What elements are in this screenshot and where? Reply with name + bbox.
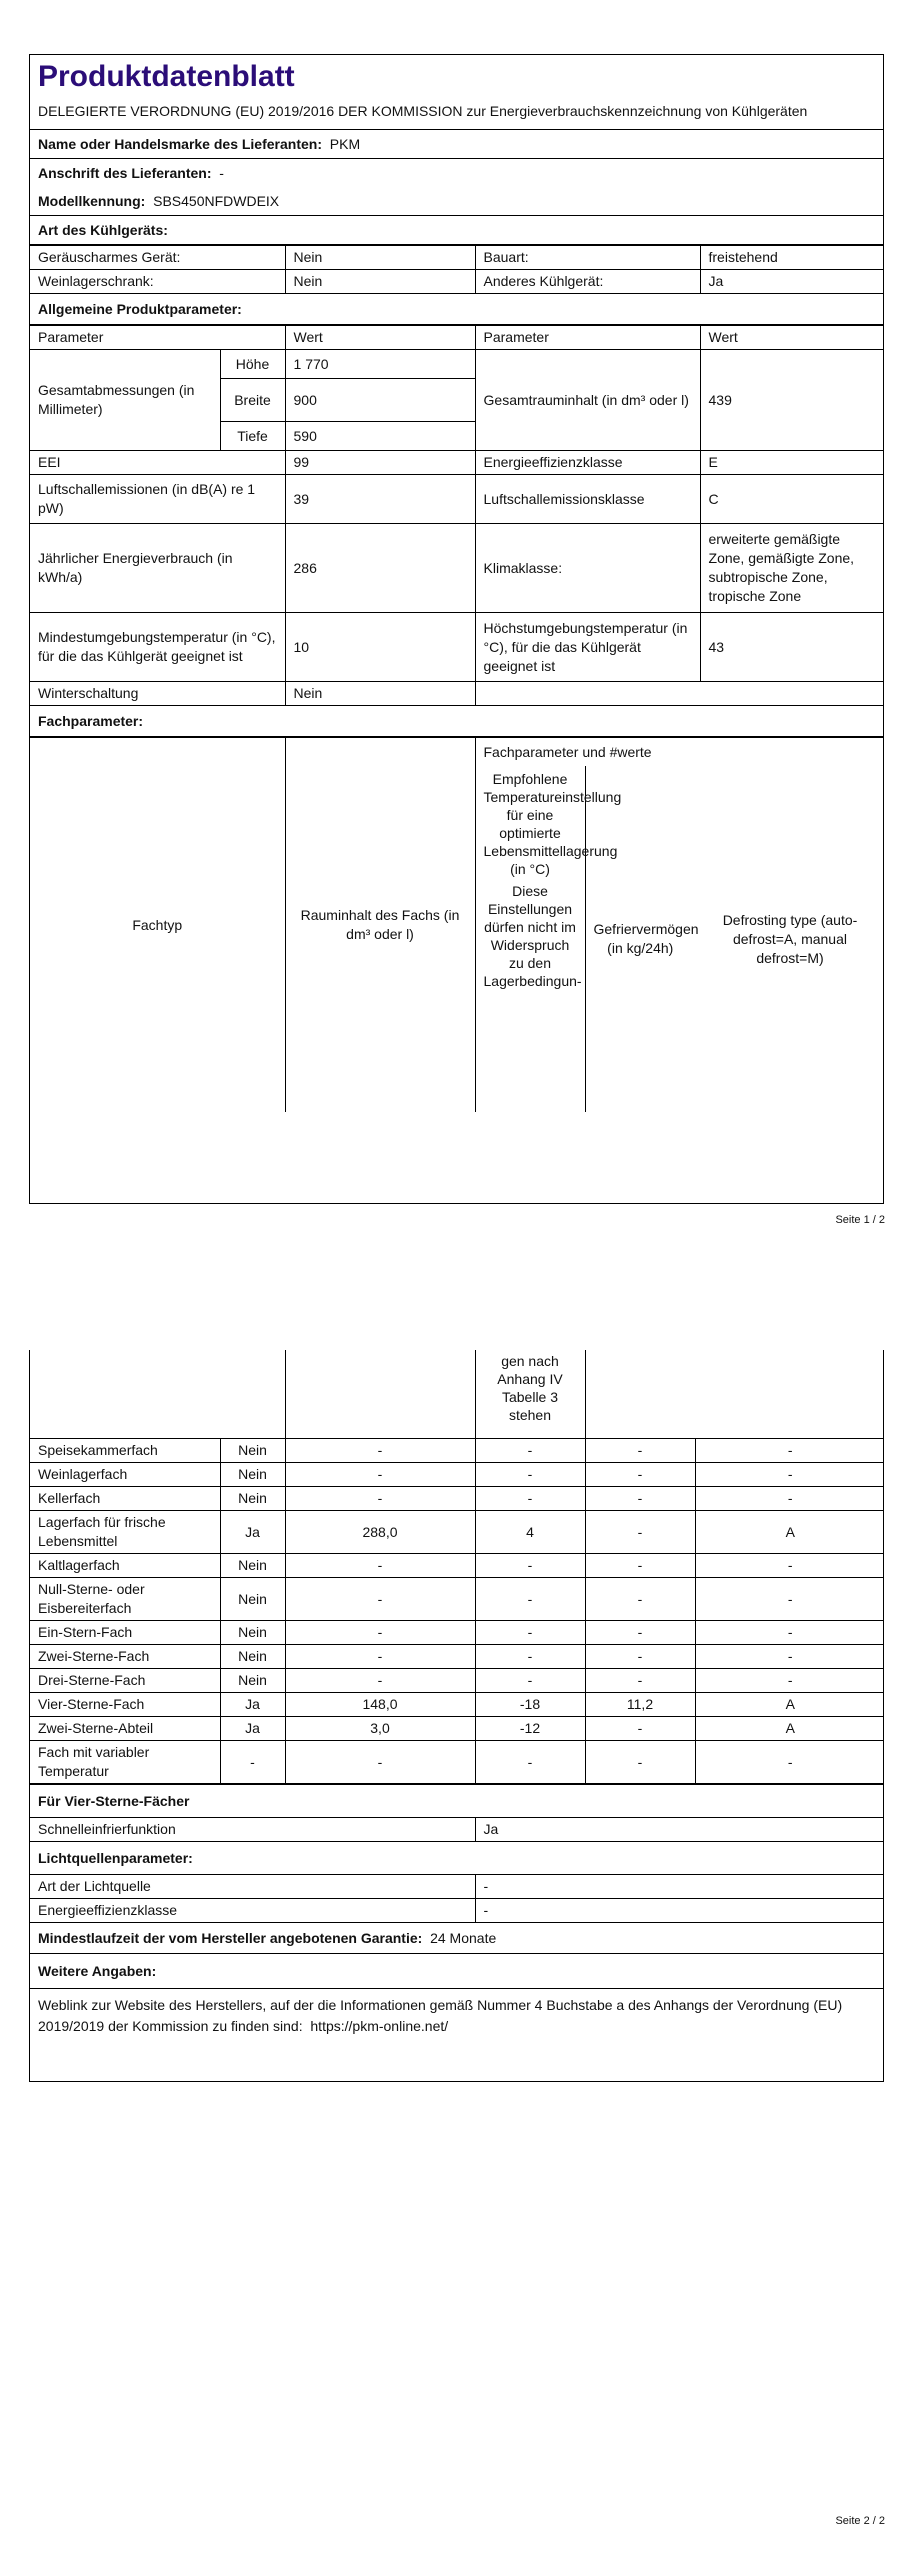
compartment-volume: - [285,1578,475,1621]
compartment-freeze: - [585,1578,695,1621]
group-header: Fachparameter und #werte [475,738,884,767]
eei-label: EEI [30,451,285,475]
type-value: Ja [700,270,884,294]
compartment-freeze: - [585,1439,695,1463]
page-title: Produktdatenblatt [38,60,295,93]
compartment-name: Kaltlagerfach [30,1554,220,1578]
compartment-defrost: - [695,1439,884,1463]
light-type-value: - [475,1875,884,1899]
winter-label: Winterschaltung [30,682,285,706]
compartment-name: Speisekammerfach [30,1439,220,1463]
compartment-present: Ja [220,1717,285,1741]
table-row [30,1741,884,1784]
more-heading: Weitere Angaben: [30,1954,884,1989]
eclass-label: Energieeffizienzklasse [475,451,700,475]
compartment-name: Zwei-Sterne-Abteil [30,1717,220,1741]
climate-value: erweiterte gemäßigte Zone, gemäßigte Zone, subtropische Zone, tropische Zone [700,524,884,613]
volume-header: Rauminhalt des Fachs (in dm³ oder l) [285,738,475,1113]
noise-value: 39 [285,475,475,524]
volume-label: Gesamtrauminhalt (in dm³ oder l) [475,350,700,451]
compartment-temp: - [475,1741,585,1784]
table-row [30,1578,884,1621]
compartment-freeze: - [585,1717,695,1741]
supplier-value: PKM [329,135,361,152]
hoehe-label: Höhe [220,350,285,379]
compartment-defrost: A [695,1717,884,1741]
compartment-freeze: - [585,1645,695,1669]
type-row [30,270,884,294]
compartment-defrost: - [695,1669,884,1693]
regulation-subtitle: DELEGIERTE VERORDNUNG (EU) 2019/2016 DER KOMMISSION zur Energieverbrauchskennzeichnung von Kühlgeräten [38,103,808,119]
compartment-defrost: - [695,1741,884,1784]
value-header: Wert [285,326,475,350]
compartment-name: Fach mit variabler Temperatur [30,1741,220,1784]
type-heading: Art des Kühlgeräts: [30,216,883,245]
compartment-temp: - [475,1487,585,1511]
page-1-sheet [29,54,884,1204]
compartment-present: Nein [220,1439,285,1463]
empty-cell [475,682,884,706]
compartment-temp: - [475,1439,585,1463]
param-header: Parameter [30,326,285,350]
compartment-name: Ein-Stern-Fach [30,1621,220,1645]
table-row [30,1645,884,1669]
page-number: Seite 1 / 2 [835,1214,885,1226]
type-label: Weinlagerschrank: [30,270,285,294]
compartment-defrost: - [695,1487,884,1511]
fast-freeze-label: Schnelleinfrierfunktion [30,1818,475,1842]
temp-header [475,766,622,1112]
compartment-present: Ja [220,1511,285,1554]
compartment-freeze: - [585,1741,695,1784]
page-number: Seite 2 / 2 [835,2515,885,2527]
compartment-defrost: - [695,1463,884,1487]
compartment-present: Nein [220,1554,285,1578]
table-row [30,1487,884,1511]
compartment-present: Nein [220,1463,285,1487]
compartment-temp: 4 [475,1511,585,1554]
light-heading: Lichtquellenparameter: [30,1842,884,1875]
compartment-volume: - [285,1463,475,1487]
more-info [30,1989,884,2046]
temp-header-part1: Empfohlene Temperatureinstellung für eine optimierte Lebensmittellagerung (in °C) [483,771,622,877]
compartment-volume: - [285,1554,475,1578]
compartment-table [30,1350,884,1784]
compartment-volume: - [285,1645,475,1669]
tiefe-label: Tiefe [220,422,285,451]
compartment-freeze: - [585,1554,695,1578]
empty-cell [285,1350,475,1439]
compartment-freeze: - [585,1669,695,1693]
compartment-volume: - [285,1439,475,1463]
compartment-present: Nein [220,1645,285,1669]
compartment-freeze: - [585,1463,695,1487]
table-row [30,1463,884,1487]
eei-value: 99 [285,451,475,475]
table-row [30,1621,884,1645]
compartment-defrost: - [695,1645,884,1669]
defrost-header: Defrosting type (auto-defrost=A, manual defrost=M) [722,911,858,966]
param-header: Parameter [475,326,700,350]
table-row [30,1693,884,1717]
compartment-temp: - [475,1554,585,1578]
temp-header-part2: Diese Einstellungen dürfen nicht im Widerspruch zu den Lagerbedingun- [483,883,582,989]
type-value: freistehend [700,246,884,270]
table-row [30,1511,884,1554]
warranty-value: 24 Monate [430,1929,497,1946]
value-header: Wert [700,326,884,350]
fachtyp-header: Fachtyp [30,738,285,1113]
type-row [30,246,884,270]
freeze-header: Gefriervermögen (in kg/24h) [593,921,699,956]
breite-value: 900 [285,379,475,422]
supplier-row [30,130,883,159]
light-class-label: Energieeffizienzklasse [30,1899,475,1923]
compartment-defrost: A [695,1693,884,1717]
compartment-freeze: - [585,1487,695,1511]
breite-label: Breite [220,379,285,422]
compartment-present: Nein [220,1487,285,1511]
energy-value: 286 [285,524,475,613]
compartment-name: Drei-Sterne-Fach [30,1669,220,1693]
type-label: Anderes Kühlgerät: [475,270,700,294]
fast-freeze-value: Ja [475,1818,884,1842]
type-label: Bauart: [475,246,700,270]
compartment-present: Nein [220,1621,285,1645]
compartment-header-table [30,737,884,1112]
tiefe-value: 590 [285,422,475,451]
energy-label: Jährlicher Energieverbrauch (in kWh/a) [30,524,285,613]
mintemp-value: 10 [285,613,475,682]
compartment-defrost: - [695,1554,884,1578]
hoehe-value: 1 770 [285,350,475,379]
table-row [30,1717,884,1741]
compartment-name: Kellerfach [30,1487,220,1511]
compartment-name: Lagerfach für frische Lebensmittel [30,1511,220,1554]
climate-label: Klimaklasse: [475,524,700,613]
noise-label: Luftschallemissionen (in dB(A) re 1 pW) [30,475,285,524]
compartment-volume: 3,0 [285,1717,475,1741]
general-table [30,325,884,737]
compartment-volume: - [285,1487,475,1511]
general-heading: Allgemeine Produktparameter: [30,294,884,325]
compartment-temp: - [475,1578,585,1621]
supplier-label: Name oder Handelsmarke des Lieferanten: [38,135,322,152]
compartment-volume: 288,0 [285,1511,475,1554]
compartment-name: Weinlagerfach [30,1463,220,1487]
empty-cell [585,1350,884,1439]
compartment-defrost: - [695,1621,884,1645]
compartment-volume: - [285,1669,475,1693]
model-row [30,187,883,216]
compartment-present: Nein [220,1578,285,1621]
type-label: Geräuscharmes Gerät: [30,246,285,270]
dimensions-label: Gesamtabmessungen (in Millimeter) [30,350,220,451]
manufacturer-link[interactable]: https://pkm-online.net/ [310,2018,449,2034]
empty-cell [30,1350,285,1439]
compartment-volume: - [285,1741,475,1784]
compartment-temp: - [475,1669,585,1693]
maxtemp-label: Höchstumgebungstemperatur (in °C), für die das Kühlgerät geeignet ist [475,613,700,682]
warranty-row [30,1923,884,1954]
compartment-temp: - [475,1645,585,1669]
compartment-temp: - [475,1463,585,1487]
four-star-heading: Für Vier-Sterne-Fächer [30,1785,884,1818]
light-type-label: Art der Lichtquelle [30,1875,475,1899]
compartment-temp: -18 [475,1693,585,1717]
address-value: - [219,164,224,181]
light-class-value: - [475,1899,884,1923]
compartment-freeze: - [585,1511,695,1554]
volume-value: 439 [700,350,884,451]
noiseclass-value: C [700,475,884,524]
eclass-value: E [700,451,884,475]
address-row [30,159,883,188]
compartment-name: Vier-Sterne-Fach [30,1693,220,1717]
maxtemp-value: 43 [700,613,884,682]
temp-header-continued: gen nach Anhang IV Tabelle 3 stehen [475,1350,585,1439]
address-label: Anschrift des Lieferanten: [38,164,212,181]
type-value: Nein [285,246,475,270]
page-2-sheet [29,1350,884,2082]
table-row [30,1669,884,1693]
type-value: Nein [285,270,475,294]
compartment-volume: - [285,1621,475,1645]
compartment-defrost: A [695,1511,884,1554]
more-text: Weblink zur Website des Herstellers, auf der die Informationen gemäß Nummer 4 Buchstabe a des Anhangs der Verordnung (EU) 2019/2019 der Kommission zu finden sind: [38,1997,843,2034]
compartment-heading: Fachparameter: [30,706,884,737]
compartment-present: - [220,1741,285,1784]
table-row [30,1554,884,1578]
compartment-volume: 148,0 [285,1693,475,1717]
compartment-temp: -12 [475,1717,585,1741]
table-row [30,1439,884,1463]
compartment-defrost: - [695,1578,884,1621]
extras-table [30,1784,884,2045]
header-table [30,55,883,245]
compartment-temp: - [475,1621,585,1645]
warranty-label: Mindestlaufzeit der vom Hersteller angebotenen Garantie: [38,1929,423,1946]
compartment-freeze: - [585,1621,695,1645]
compartment-present: Nein [220,1669,285,1693]
model-value: SBS450NFDWDEIX [153,192,280,209]
compartment-name: Zwei-Sterne-Fach [30,1645,220,1669]
winter-value: Nein [285,682,475,706]
compartment-name: Null-Sterne- oder Eisbereiterfach [30,1578,220,1621]
type-table [30,245,884,325]
noiseclass-label: Luftschallemissionsklasse [475,475,700,524]
model-label: Modellkennung: [38,192,146,209]
compartment-present: Ja [220,1693,285,1717]
compartment-freeze: 11,2 [585,1693,695,1717]
mintemp-label: Mindestumgebungstemperatur (in °C), für die das Kühlgerät geeignet ist [30,613,285,682]
